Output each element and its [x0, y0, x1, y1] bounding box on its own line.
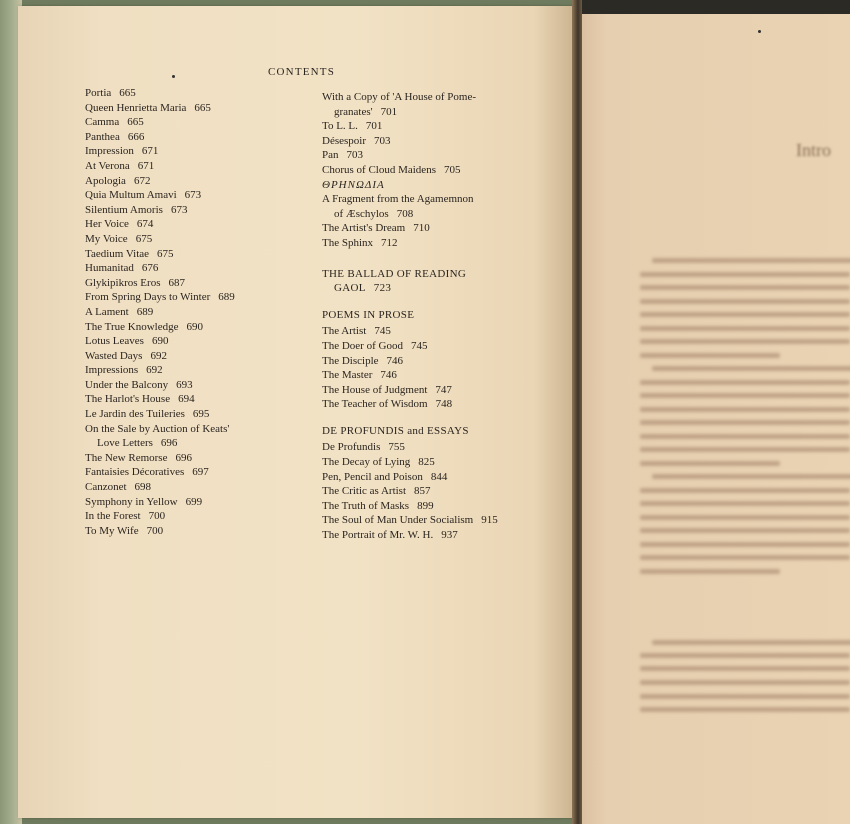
entry-title: The Disciple	[322, 354, 379, 367]
toc-entry	[85, 509, 295, 524]
section-title: THE BALLAD OF READING	[322, 267, 467, 280]
toc-entry	[85, 305, 295, 320]
page-speck	[172, 75, 175, 78]
toc-entry	[85, 436, 295, 451]
toc-entry	[322, 134, 527, 149]
entry-title: The Master	[322, 369, 373, 382]
blurred-text-line	[640, 407, 850, 412]
entry-title: The Doer of Good	[322, 339, 403, 352]
page-number: 692	[150, 349, 167, 362]
blurred-text-line	[640, 528, 850, 533]
toc-entry	[85, 86, 295, 101]
page-number: 857	[414, 485, 431, 498]
toc-entry	[85, 247, 295, 262]
section-ballad	[322, 267, 527, 296]
entry-title: The Portrait of Mr. W. H.	[322, 529, 434, 542]
page-number: 937	[441, 529, 458, 542]
page-number: 676	[141, 262, 159, 275]
blurred-text-line	[640, 542, 850, 547]
page-number: 695	[192, 408, 210, 421]
facing-page-blurred	[580, 14, 850, 824]
page-number: 693	[176, 378, 193, 391]
entry-title: Camma	[85, 116, 120, 129]
entry-title: Glykipikros Eros	[85, 276, 161, 289]
page-number: 672	[133, 174, 151, 187]
page-number: 674	[136, 218, 154, 231]
entry-title: The Artist	[322, 325, 367, 338]
entry-title: granates'	[334, 105, 373, 118]
blurred-text-line	[640, 299, 850, 304]
toc-entry	[85, 320, 295, 335]
entry-title: On the Sale by Auction of Keats'	[85, 422, 230, 435]
entry-title: Pen, Pencil and Poison	[322, 470, 423, 483]
blurred-text-line	[640, 353, 780, 358]
toc-entry	[85, 363, 295, 378]
page-number: 689	[218, 291, 235, 304]
entry-title: The Teacher of Wisdom	[322, 398, 428, 411]
toc-entry	[85, 407, 295, 422]
section-poems-in-prose	[322, 324, 527, 412]
blurred-text-line	[640, 339, 850, 344]
blurred-text-line	[640, 434, 850, 439]
toc-entry	[85, 495, 295, 510]
blurred-text-line	[640, 447, 850, 452]
toc-left-column	[85, 86, 295, 538]
toc-entry	[322, 178, 527, 193]
blurred-text-line	[652, 640, 850, 645]
entry-title: Canzonet	[85, 481, 127, 494]
entry-title: Quia Multum Amavi	[85, 189, 177, 202]
page-number: 746	[386, 354, 404, 367]
entry-title: The New Remorse	[85, 451, 168, 464]
blurred-text-line	[640, 515, 850, 520]
page-number: 671	[141, 145, 159, 158]
toc-entry	[85, 422, 295, 437]
page-number: 687	[168, 276, 185, 289]
page-number: 694	[178, 393, 195, 406]
page-number: 675	[135, 232, 153, 245]
toc-entry	[85, 130, 295, 145]
page-number: 690	[186, 320, 203, 333]
entry-title: From Spring Days to Winter	[85, 291, 211, 304]
entry-title: ΘΡΗΝΩΔΙΑ	[322, 178, 385, 191]
toc-entry	[322, 484, 527, 499]
toc-entry	[322, 148, 527, 163]
entry-title: De Profundis	[322, 441, 381, 454]
toc-entry	[85, 101, 295, 116]
page-number: 671	[137, 159, 155, 172]
toc-entry	[85, 290, 295, 305]
blurred-text-line	[640, 312, 850, 317]
page-number: 697	[192, 466, 209, 479]
toc-entry	[322, 528, 527, 543]
page-number: 673	[184, 189, 202, 202]
entry-title: Panthea	[85, 130, 120, 143]
entry-title: GAOL	[334, 282, 366, 295]
page-number: 665	[194, 101, 211, 114]
toc-entry	[85, 465, 295, 480]
blurred-text-line	[640, 555, 850, 560]
toc-entry	[85, 203, 295, 218]
toc-entry	[85, 144, 295, 159]
entry-title: Portia	[85, 87, 112, 99]
entry-title: Love Letters	[97, 437, 153, 450]
entry-title: At Verona	[85, 159, 130, 172]
toc-entry	[85, 276, 295, 291]
section-poems-in-prose-heading: POEMS IN PROSE	[322, 308, 415, 321]
toc-entry	[85, 524, 295, 539]
toc-entry	[85, 392, 295, 407]
entry-title: The Decay of Lying	[322, 456, 411, 469]
section-de-profundis-heading: DE PROFUNDIS and ESSAYS	[322, 424, 469, 437]
toc-entry	[85, 232, 295, 247]
page-number: 701	[365, 120, 383, 133]
entry-title: The Artist's Dream	[322, 222, 406, 235]
toc-entry	[322, 163, 527, 178]
blurred-text-line	[640, 285, 850, 290]
page-number: 899	[417, 499, 434, 512]
entry-title: A Lament	[85, 305, 129, 318]
toc-entry	[85, 378, 295, 393]
page-number: 666	[127, 130, 145, 143]
entry-title: Lotus Leaves	[85, 335, 144, 348]
blurred-text-line	[640, 501, 850, 506]
page-number: 703	[346, 149, 363, 162]
toc-entry	[85, 115, 295, 130]
page-number: 673	[170, 203, 188, 216]
blurred-text-line	[640, 707, 850, 712]
toc-entry	[322, 236, 527, 251]
toc-entry	[322, 383, 527, 398]
page-number: 692	[146, 364, 163, 377]
toc-entry	[85, 159, 295, 174]
entry-title: Impressions	[85, 364, 139, 377]
entry-title: Le Jardin des Tuileries	[85, 408, 185, 421]
toc-entry	[322, 499, 527, 514]
blurred-text-line	[640, 666, 850, 671]
entry-title: Taedium Vitae	[85, 247, 150, 260]
entry-title: The Critic as Artist	[322, 485, 407, 498]
toc-entry	[322, 105, 527, 120]
entry-title: Fantaisies Décoratives	[85, 466, 185, 479]
blurred-text-line	[652, 258, 850, 263]
page-number: 689	[136, 305, 154, 318]
page-number: 698	[134, 481, 152, 494]
blurred-text-line	[640, 393, 850, 398]
page-number: 746	[380, 369, 397, 382]
entry-title: Chorus of Cloud Maidens	[322, 163, 436, 176]
page-number: 825	[418, 456, 435, 469]
blurred-text-line	[640, 488, 850, 493]
toc-entry	[85, 451, 295, 466]
blurred-text-line	[640, 380, 850, 385]
facing-page-title-blurred: Intro	[796, 140, 831, 160]
toc-entry	[322, 368, 527, 383]
book-gutter	[572, 0, 582, 824]
toc-entry	[322, 192, 527, 207]
page-number: 712	[381, 236, 398, 249]
blurred-text-line	[640, 326, 850, 331]
page-speck	[758, 30, 761, 33]
toc-entry	[85, 334, 295, 349]
blurred-text-line	[640, 569, 780, 574]
toc-entry	[85, 174, 295, 189]
entry-title: In the Forest	[85, 510, 141, 523]
page-number: 690	[151, 335, 169, 348]
page-number: 747	[435, 383, 452, 396]
toc-right-column	[322, 90, 527, 543]
toc-entry	[322, 513, 527, 528]
toc-entry	[85, 261, 295, 276]
page-number: 844	[430, 470, 448, 483]
page-number: 710	[413, 222, 430, 235]
entry-title: The True Knowledge	[85, 320, 179, 333]
page-number: 755	[388, 441, 405, 454]
page-number: 700	[146, 524, 164, 537]
page-number: 705	[443, 163, 461, 176]
entry-title: Symphony in Yellow	[85, 495, 178, 508]
page-number: 748	[435, 398, 453, 411]
page-number: 745	[374, 325, 391, 338]
toc-entry	[322, 440, 527, 455]
entry-title: The Harlot's House	[85, 393, 171, 406]
page-number: 745	[410, 339, 428, 352]
page-number: 675	[157, 247, 174, 260]
toc-entry	[85, 217, 295, 232]
entry-title: Humanitad	[85, 262, 134, 275]
toc-entry	[322, 339, 527, 354]
entry-title: A Fragment from the Agamemnon	[322, 193, 474, 206]
page-number: 696	[160, 437, 178, 450]
blurred-text-line	[652, 474, 850, 479]
entry-title: The Sphinx	[322, 236, 374, 249]
toc-entry	[322, 455, 527, 470]
entry-title: Impression	[85, 145, 134, 158]
entry-title: Wasted Days	[85, 349, 143, 362]
blurred-text-line	[640, 461, 780, 466]
blurred-text-line	[640, 694, 850, 699]
entry-title: Apologia	[85, 174, 126, 187]
blurred-text-line	[640, 420, 850, 425]
toc-entry	[322, 119, 527, 134]
entry-title: My Voice	[85, 232, 128, 245]
page-number: 665	[127, 116, 144, 129]
page-number: 708	[396, 207, 414, 220]
entry-title: Queen Henrietta Maria	[85, 101, 187, 114]
entry-title: The Soul of Man Under Socialism	[322, 514, 474, 527]
blurred-text-line	[640, 272, 850, 277]
section-title-continued	[322, 281, 527, 296]
page-number: 723	[373, 282, 392, 295]
toc-entry	[85, 188, 295, 203]
blurred-text-line	[640, 653, 850, 658]
toc-entry	[322, 397, 527, 412]
section-de-profundis	[322, 440, 527, 542]
entry-title: Désespoir	[322, 134, 366, 147]
toc-entry	[322, 207, 527, 222]
entry-title: The Truth of Masks	[322, 499, 410, 512]
blurred-text-line	[652, 366, 850, 371]
page-number: 701	[380, 105, 398, 118]
entry-title: Her Voice	[85, 218, 129, 231]
toc-entry	[85, 480, 295, 495]
toc-poems-continued	[322, 90, 527, 251]
page-number: 703	[374, 134, 391, 147]
entry-title: To My Wife	[85, 524, 139, 537]
toc-entry	[85, 349, 295, 364]
entry-title: The House of Judgment	[322, 383, 428, 396]
toc-entry	[322, 324, 527, 339]
page-number: 915	[481, 514, 498, 527]
entry-title: To L. L.	[322, 120, 358, 133]
page-number: 699	[185, 495, 203, 508]
toc-entry	[322, 354, 527, 369]
contents-heading: CONTENTS	[268, 66, 336, 78]
page-number: 665	[119, 87, 136, 99]
toc-entry	[322, 470, 527, 485]
entry-title: Silentium Amoris	[85, 203, 163, 216]
page-number: 700	[148, 510, 166, 523]
entry-title: of Æschylos	[334, 207, 389, 220]
entry-title: Under the Balcony	[85, 378, 169, 391]
entry-title: With a Copy of 'A House of Pome-	[322, 91, 476, 103]
page-number: 696	[175, 451, 192, 464]
entry-title: Pan	[322, 149, 339, 162]
blurred-text-line	[640, 680, 850, 685]
toc-entry	[322, 221, 527, 236]
toc-entry	[322, 90, 527, 105]
